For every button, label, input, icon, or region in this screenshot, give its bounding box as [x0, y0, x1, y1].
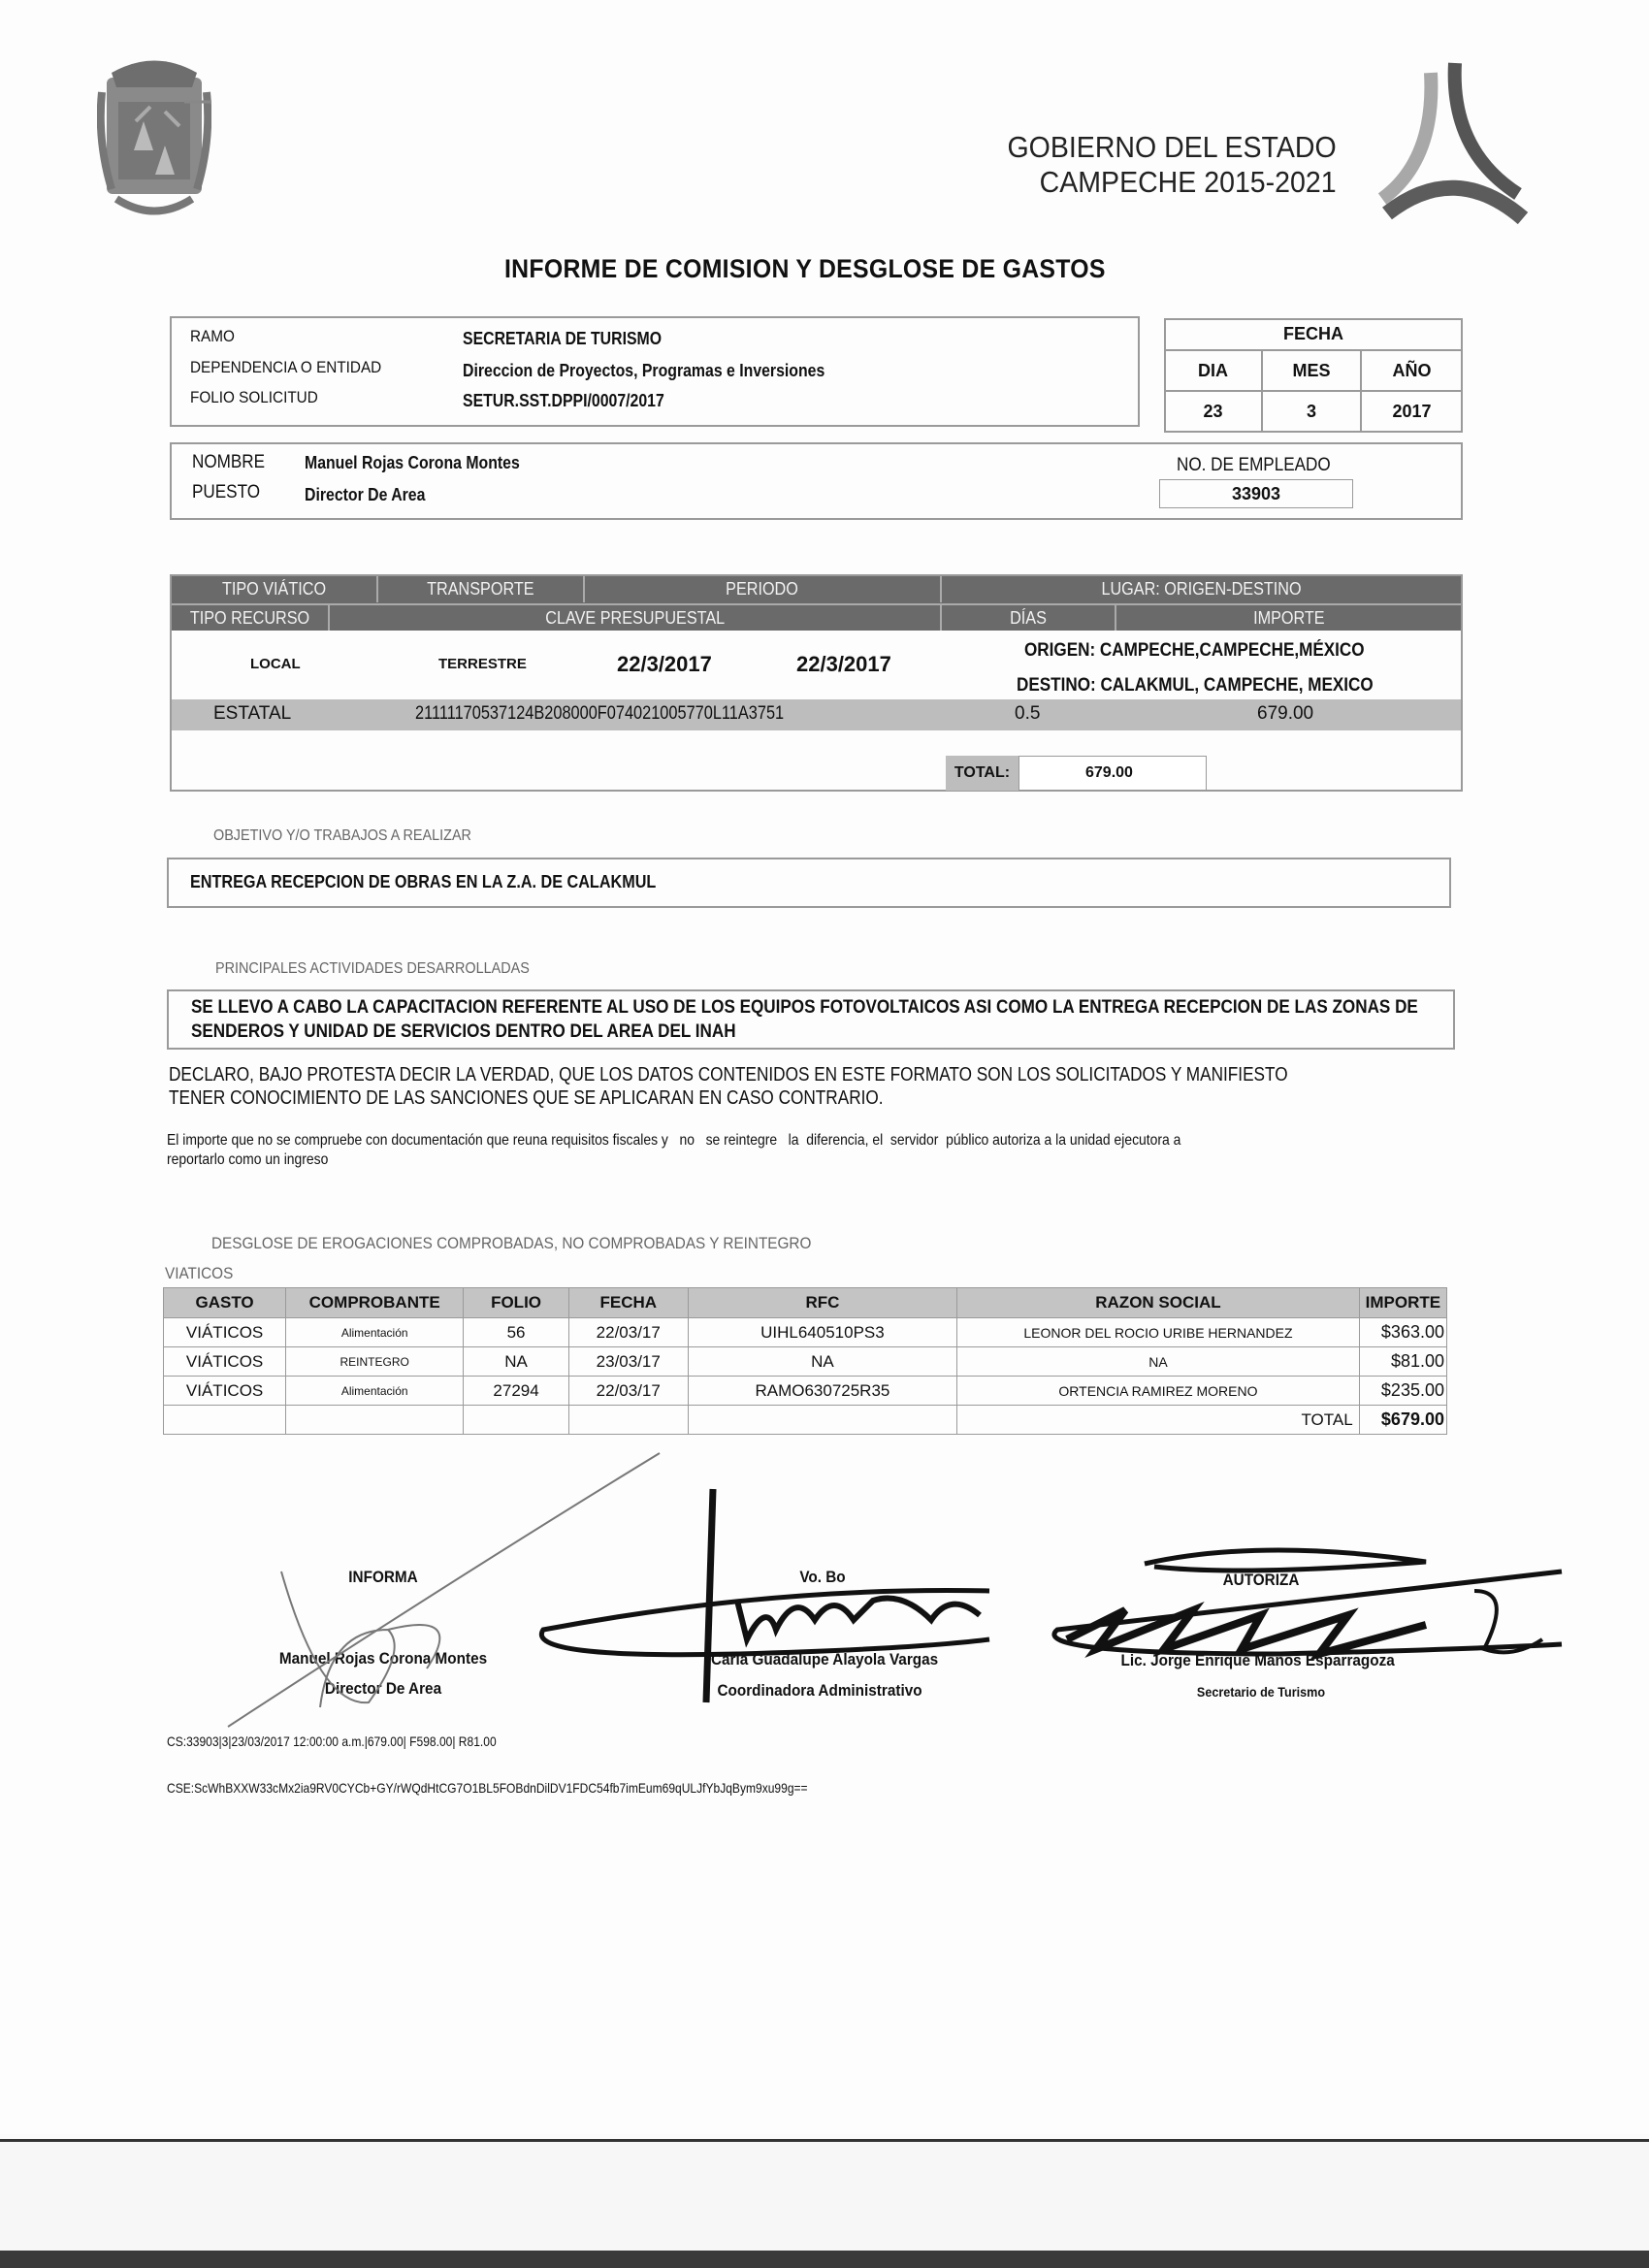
header-lugar: LUGAR: ORIGEN-DESTINO	[942, 576, 1461, 602]
page-title: INFORME DE COMISION Y DESGLOSE DE GASTOS	[504, 254, 1106, 283]
informa-label: INFORMA	[348, 1568, 418, 1586]
autoriza-signature-icon	[1054, 1550, 1562, 1654]
actividades-label: PRINCIPALES ACTIVIDADES DESARROLLADAS	[215, 960, 530, 977]
rfc-cell: NA	[688, 1347, 957, 1377]
vobo-name: Carla Guadalupe Alayola Vargas	[711, 1650, 939, 1669]
importe-cell: $235.00	[1359, 1377, 1446, 1406]
informa-signature-icon	[228, 1453, 660, 1727]
scan-edge	[0, 2251, 1649, 2268]
transporte-value: TERRESTRE	[438, 656, 527, 672]
col-importe: IMPORTE	[1359, 1288, 1446, 1318]
comprobante-cell: Alimentación	[286, 1377, 464, 1406]
folio-cell: NA	[464, 1347, 569, 1377]
anio-value: 2017	[1361, 391, 1463, 433]
periodo-fin: 22/3/2017	[796, 652, 891, 676]
cs-code: CS:33903|3|23/03/2017 12:00:00 a.m.|679.00| F598.00| R81.00	[167, 1733, 497, 1749]
tipo-viatico-value: LOCAL	[250, 656, 301, 672]
declaracion-line-2: TENER CONOCIMIENTO DE LAS SANCIONES QUE SE APLICARAN EN CASO CONTRARIO.	[169, 1087, 884, 1109]
empleado-label: NO. DE EMPLEADO	[1177, 455, 1331, 475]
header-clave: CLAVE PRESUPUESTAL	[330, 603, 942, 631]
mes-value: 3	[1262, 391, 1361, 433]
col-gasto: GASTO	[164, 1288, 286, 1318]
government-line-1: GOBIERNO DEL ESTADO	[1007, 130, 1337, 164]
razon-cell: ORTENCIA RAMIREZ MORENO	[957, 1377, 1360, 1406]
importe-cell: $363.00	[1359, 1318, 1446, 1347]
folio-value: SETUR.SST.DPPI/0007/2017	[463, 391, 664, 410]
nombre-label: NOMBRE	[192, 452, 266, 472]
autoriza-title: Secretario de Turismo	[1196, 1684, 1326, 1700]
gasto-cell: VIÁTICOS	[164, 1377, 286, 1406]
fecha-cell: 22/03/17	[568, 1318, 688, 1347]
mes-header: MES	[1262, 350, 1361, 391]
nota-line-2: reportarlo como un ingreso	[167, 1151, 329, 1168]
rfc-cell: UIHL640510PS3	[688, 1318, 957, 1347]
puesto-value: Director De Area	[305, 485, 426, 504]
autoriza-name: Lic. Jorge Enrique Manos Esparragoza	[1120, 1651, 1395, 1669]
dependencia-value: Direccion de Proyectos, Programas e Inversiones	[463, 361, 825, 380]
col-comprobante: COMPROBANTE	[286, 1288, 464, 1318]
ramo-label: RAMO	[190, 327, 235, 345]
comprobante-cell: Alimentación	[286, 1318, 464, 1347]
folio-cell: 56	[464, 1318, 569, 1347]
tipo-recurso-value: ESTATAL	[213, 703, 292, 724]
empleado-value: 33903	[1159, 479, 1353, 508]
total-label-cell: TOTAL:	[946, 756, 1018, 791]
fecha-cell: 23/03/17	[568, 1347, 688, 1377]
actividades-line-2: SENDEROS Y UNIDAD DE SERVICIOS DENTRO DEL AREA DEL INAH	[191, 1021, 736, 1042]
cse-code: CSE:ScWhBXXW33cMx2ia9RV0CYCb+GY/rWQdHtCG7O1BL5FOBdnDilDV1FDC54fb7imEum69qULJfYbJqBym9xu99g==	[167, 1780, 808, 1796]
government-line-2: CAMPECHE 2015-2021	[1040, 165, 1337, 199]
destino-value: DESTINO: CALAKMUL, CAMPECHE, MEXICO	[1017, 675, 1374, 696]
total-label: TOTAL	[957, 1406, 1360, 1435]
folio-label: FOLIO SOLICITUD	[190, 388, 318, 406]
autoriza-label: AUTORIZA	[1222, 1571, 1300, 1589]
col-folio: FOLIO	[464, 1288, 569, 1318]
ramo-value: SECRETARIA DE TURISMO	[463, 329, 663, 348]
actividades-line-1: SE LLEVO A CABO LA CAPACITACION REFERENTE AL USO DE LOS EQUIPOS FOTOVOLTAICOS ASI COMO LA ENTREGA RECEPCION DE LAS ZONAS DE	[191, 997, 1418, 1018]
gasto-cell: VIÁTICOS	[164, 1318, 286, 1347]
desglose-title: DESGLOSE DE EROGACIONES COMPROBADAS, NO COMPROBADAS Y REINTEGRO	[211, 1234, 812, 1252]
puesto-label: PUESTO	[192, 482, 261, 502]
fecha-cell: 22/03/17	[568, 1377, 688, 1406]
header-tipo-recurso: TIPO RECURSO	[172, 603, 330, 631]
col-rfc: RFC	[688, 1288, 957, 1318]
dia-value: 23	[1164, 391, 1262, 433]
nota-line-1: El importe que no se compruebe con documentación que reuna requisitos fiscales y no se reintegre la diferencia, el servidor público autoriza a la unidad ejecutora a	[167, 1132, 1181, 1149]
objetivo-value: ENTREGA RECEPCION DE OBRAS EN LA Z.A. DE CALAKMUL	[190, 872, 657, 891]
total-value-cell: 679.00	[1018, 756, 1207, 791]
dias-value: 0.5	[1015, 703, 1041, 724]
importe-cell: $81.00	[1359, 1347, 1446, 1377]
dependencia-label: DEPENDENCIA O ENTIDAD	[190, 358, 382, 376]
anio-header: AÑO	[1361, 350, 1463, 391]
vobo-title: Coordinadora Administrativo	[717, 1681, 922, 1700]
header-periodo: PERIODO	[585, 576, 942, 602]
informa-title: Director De Area	[324, 1679, 442, 1698]
razon-cell: LEONOR DEL ROCIO URIBE HERNANDEZ	[957, 1318, 1360, 1347]
informa-name: Manuel Rojas Corona Montes	[278, 1649, 488, 1668]
periodo-inicio: 22/3/2017	[617, 652, 712, 676]
dia-header: DIA	[1164, 350, 1262, 391]
header-tipo-viatico: TIPO VIÁTICO	[172, 576, 378, 602]
vobo-label: Vo. Bo	[799, 1568, 846, 1586]
importe-value: 679.00	[1257, 703, 1314, 724]
header-transporte: TRANSPORTE	[378, 576, 585, 602]
fecha-header: FECHA	[1164, 318, 1463, 350]
gasto-cell: VIÁTICOS	[164, 1347, 286, 1377]
nombre-value: Manuel Rojas Corona Montes	[305, 453, 520, 472]
desglose-subtitle: VIATICOS	[165, 1264, 234, 1282]
comprobante-cell: REINTEGRO	[286, 1347, 464, 1377]
col-fecha: FECHA	[568, 1288, 688, 1318]
header-dias: DÍAS	[942, 603, 1116, 631]
razon-cell: NA	[957, 1347, 1360, 1377]
scan-margin	[0, 2139, 1649, 2251]
header-importe: IMPORTE	[1116, 603, 1461, 631]
folio-cell: 27294	[464, 1377, 569, 1406]
vobo-signature-icon	[541, 1489, 989, 1702]
col-razon-social: RAZON SOCIAL	[957, 1288, 1360, 1318]
objetivo-label: OBJETIVO Y/O TRABAJOS A REALIZAR	[213, 827, 471, 844]
clave-presupuestal-value: 21111170537124B208000F074021005770L11A3751	[415, 703, 785, 724]
origen-value: ORIGEN: CAMPECHE,CAMPECHE,MÉXICO	[1024, 640, 1365, 661]
rfc-cell: RAMO630725R35	[688, 1377, 957, 1406]
total-value: $679.00	[1359, 1406, 1446, 1435]
declaracion-line-1: DECLARO, BAJO PROTESTA DECIR LA VERDAD, QUE LOS DATOS CONTENIDOS EN ESTE FORMATO SON LOS SOLICITADOS Y MANIFIESTO	[169, 1064, 1288, 1085]
